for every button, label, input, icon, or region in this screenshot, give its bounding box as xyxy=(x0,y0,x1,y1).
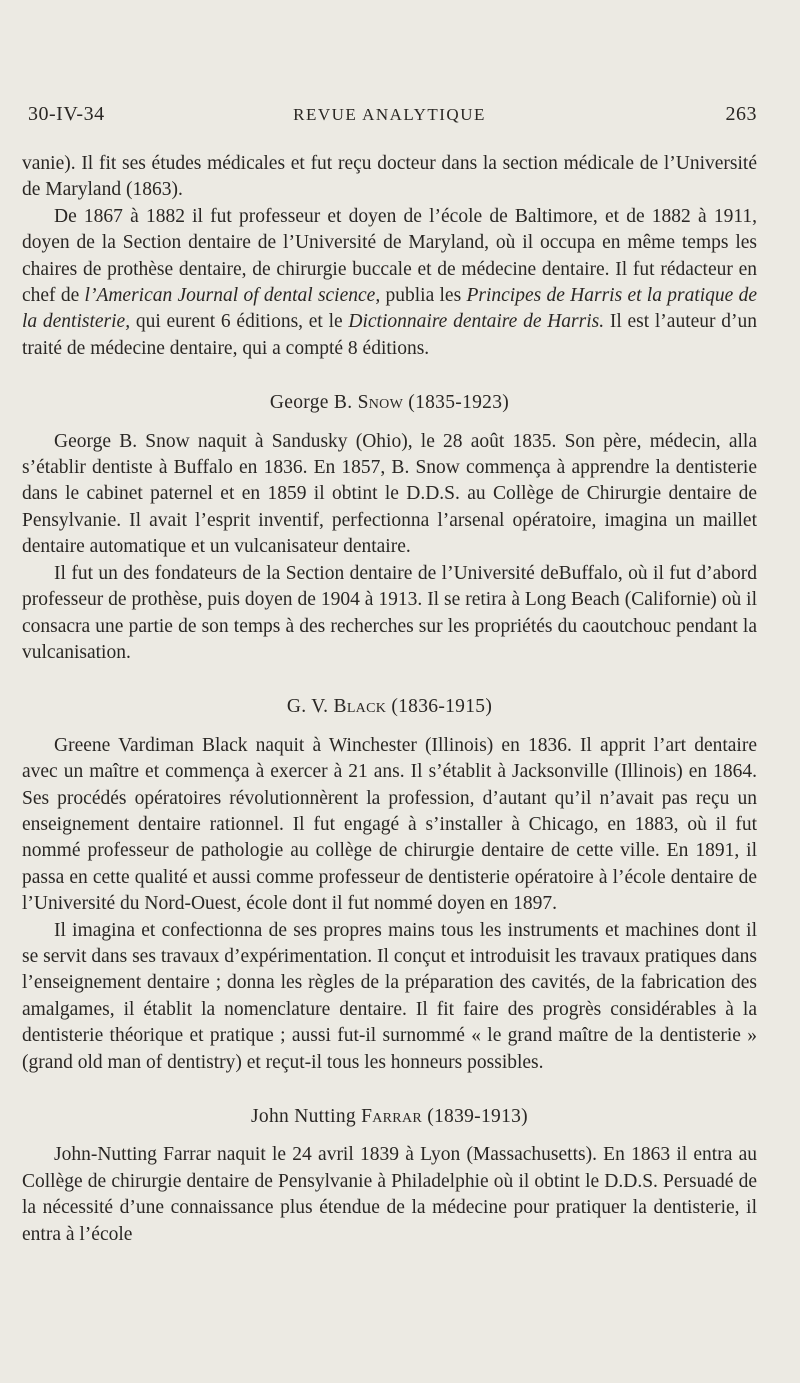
snow-paragraph-2: Il fut un des fondateurs de la Section dentaire de l’Université deBuffalo, où il fut d’abord professeur de prothèse, puis doyen de 1904 à 1913. Il se retira à Long Beach (Californie) où il consacra une partie de son temps à des recherches sur les propriétés du caoutchouc pendant la vulcanisation. xyxy=(22,562,757,663)
harris-dictionary-title: Dictionnaire dentaire de Harris. xyxy=(348,311,605,333)
harris-text-b: publia les xyxy=(380,285,467,307)
section-heading-farrar xyxy=(22,1104,757,1130)
opening-paragraph-2 xyxy=(22,204,757,362)
harris-text-a: De 1867 à 1882 il fut professeur et doyen de l’école de Baltimore, et de 1882 à 1911, doyen de la Section dentaire de l’Université de Maryland, où il occupa en même temps les chaires de prothèse dentaire, de chirurgie buccale et de médecine dentaire. Il fut rédacteur en chef de xyxy=(22,205,757,307)
section-heading-black xyxy=(22,694,757,720)
harris-book-title: Principes de Harris et la pratique de la dentisterie, xyxy=(22,285,758,333)
heading-surname: Snow xyxy=(357,392,404,414)
section-black xyxy=(22,694,757,1076)
heading-dates: (1839-1913) xyxy=(427,1106,528,1127)
heading-dates: (1836-1915) xyxy=(391,696,493,718)
journal-title: REVUE ANALYTIQUE xyxy=(293,105,486,124)
heading-surname: Black xyxy=(333,696,387,718)
section-snow xyxy=(22,390,757,666)
section-farrar xyxy=(22,1104,757,1248)
snow-paragraph-1: George B. Snow naquit à Sandusky (Ohio), le 28 août 1835. Son père, médecin, alla s’établir dentiste à Buffalo en 1836. En 1857, B. Snow commença à apprendre la dentisterie dans le cabinet paternel et en 1859 il obtint le D.D.S. au Collège de Chirurgie dentaire de Pensylvanie. Il avait l’esprit inventif, perfectionna l’arsenal opératoire, imagina un maillet dentaire automatique et un vulcanisateur dentaire. xyxy=(22,430,757,558)
document-page xyxy=(22,0,757,1383)
section-heading-snow xyxy=(22,390,757,416)
page-number: 263 xyxy=(725,103,757,125)
black-paragraph-2: Il imagina et confectionna de ses propres mains tous les instruments et machines dont il se servit dans ses travaux d’expérimentation. Il conçut et introduisit les travaux pratiques dans l’enseignement dentaire ; donna les règles de la préparation des cavités, de la fabrication des amalgames, il établit la nomenclature dentaire. Il fit faire des progrès considérables à la dentisterie théorique et pratique ; aussi fut-il surnommé « le grand maître de la dentisterie » (grand old man of dentistry) et reçut-il tous les honneurs possibles. xyxy=(22,919,757,1073)
farrar-paragraph-1: John-Nutting Farrar naquit le 24 avril 1839 à Lyon (Massachusetts). En 1863 il entra au Collège de chirurgie dentaire de Pensylvanie à Philadelphie où il obtint le D.D.S. Persuadé de la nécessité d’une connaissance plus étendue de la médecine pour pratiquer la dentisterie, il entra à l’école xyxy=(22,1144,757,1245)
opening-paragraph-1: vanie). Il fit ses études médicales et fut reçu docteur dans la section médicale de l’Université de Maryland (1863). xyxy=(22,153,757,201)
header-date: 30-IV-34 xyxy=(28,103,105,125)
heading-dates: (1835-1923) xyxy=(408,392,510,414)
harris-journal-title: l’American Journal of dental science, xyxy=(84,285,381,307)
article-body xyxy=(22,151,757,1248)
heading-given-name: G. V. xyxy=(286,696,329,718)
black-paragraph-1: Greene Vardiman Black naquit à Winchester (Illinois) en 1836. Il apprit l’art dentaire avec un maître et commença à exercer à 21 ans. Il s’établit à Jacksonville (Illinois) en 1864. Ses procédés opératoires révolutionnèrent la profession, d’autant qu’il n’avait pas reçu un enseignement dentaire rationnel. Il fut engagé à s’installer à Chicago, en 1883, où il fut nommé professeur de pathologie au collège de chirurgie dentaire de cette ville. En 1891, il passa en cette qualité et aussi comme professeur de dentisterie opératoire à l’école dentaire de l’Université du Nord-Ouest, école dont il fut nommé doyen en 1897. xyxy=(22,734,757,915)
heading-given-name: John Nutting xyxy=(251,1106,356,1127)
running-header xyxy=(22,103,757,133)
harris-text-c: qui eurent 6 éditions, et le xyxy=(130,311,349,333)
heading-surname: Farrar xyxy=(361,1106,422,1127)
harris-text-d: Il est l’auteur d’un traité de médecine dentaire, qui a compté 8 éditions. xyxy=(22,311,757,359)
heading-given-name: George B. xyxy=(269,392,353,414)
